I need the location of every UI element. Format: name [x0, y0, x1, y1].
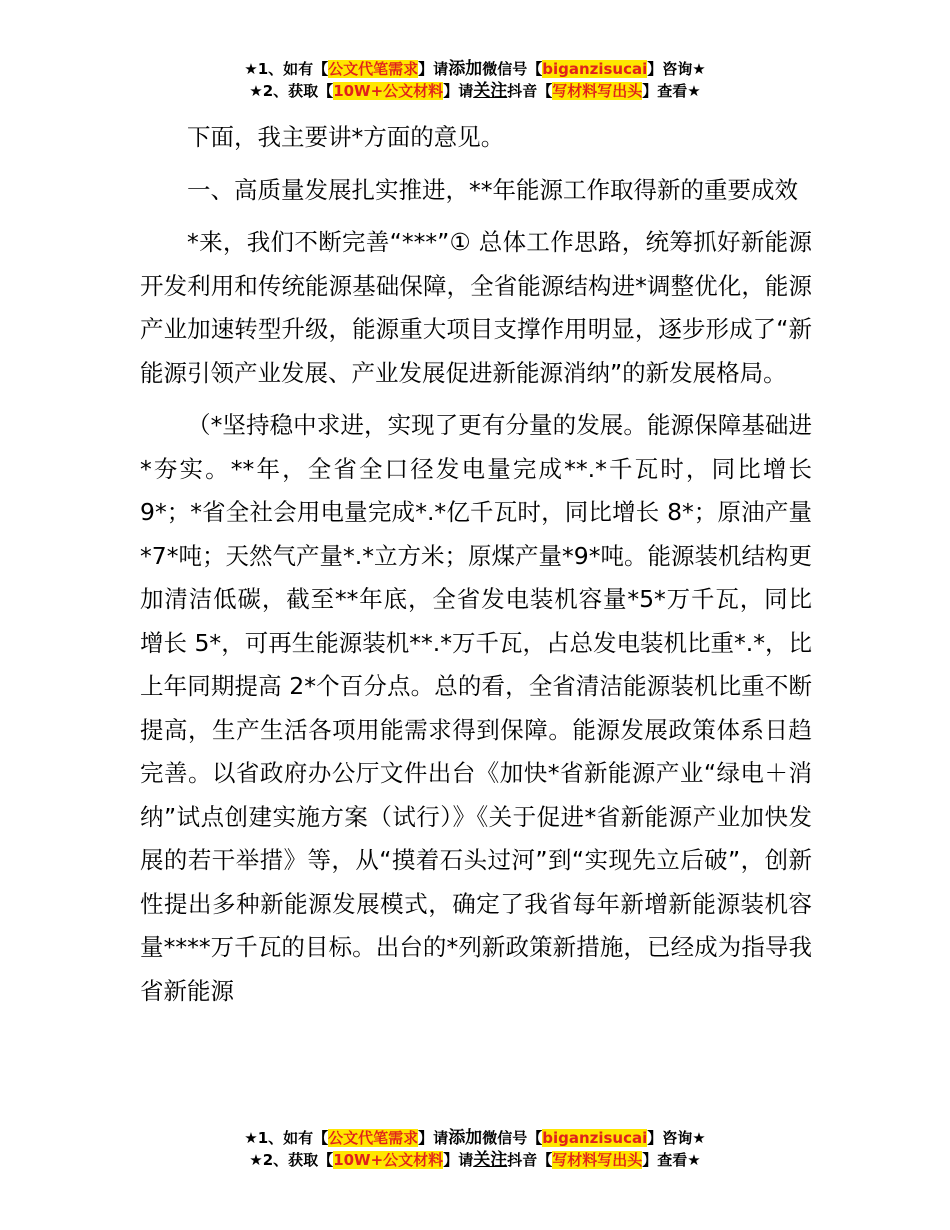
promo-text: 】咨询★	[647, 60, 706, 78]
promo-wechat-id: biganzisucai	[542, 60, 648, 78]
promo-highlight: 10W+公文材料	[333, 1151, 444, 1169]
promo-text: 抖音【	[507, 82, 553, 100]
promo-text: 】咨询★	[647, 1129, 706, 1147]
promo-line-1	[0, 58, 950, 80]
promo-text: 】请	[443, 1151, 474, 1169]
section-heading: 一、高质量发展扎实推进，**年能源工作取得新的重要成效	[187, 175, 798, 204]
promo-text: 关注	[473, 1150, 508, 1170]
promo-wechat-id: biganzisucai	[542, 1129, 648, 1147]
header-promo-banner	[0, 58, 950, 102]
promo-text: 添加	[448, 59, 483, 79]
promo-text: 】请	[443, 82, 474, 100]
promo-highlight: 公文代笔需求	[328, 1129, 419, 1147]
promo-highlight: 公文代笔需求	[328, 60, 419, 78]
promo-line-2	[0, 80, 950, 102]
promo-line-2	[0, 1149, 950, 1171]
promo-text: ★2、获取【	[249, 82, 334, 100]
promo-text: 抖音【	[507, 1151, 553, 1169]
promo-line-1	[0, 1127, 950, 1149]
promo-text: 添加	[448, 1128, 483, 1148]
promo-text: 】查看★	[642, 1151, 701, 1169]
promo-text: 微信号【	[482, 60, 543, 78]
footer-promo-banner	[0, 1127, 950, 1171]
paragraph: （*坚持稳中求进，实现了更有分量的发展。能源保障基础进*夯实。**年，全省全口径发电量完成**.*千瓦时，同比增长 9*；*省全社会用电量完成*.*亿千瓦时，同比增长 8*；原油产量*7*吨；天然气产量*.*立方米；原煤产量*9*吨。能源装机结构更加清洁低碳，截至**年底，全省发电装机容量*5*万千瓦，同比增长 5*，可再生能源装机**.*万千瓦，占总发电装机比重*.*，比上年同期提高 2*个百分点。总的看，全省清洁能源装机比重不断提高，生产生活各项用能需求得到保障。能源发展政策体系日趋完善。以省政府办公厅文件出台《加快*省新能源产业“绿电＋消纳”试点创建实施方案（试行）》《关于促进*省新能源产业加快发展的若干举措》等，从“摸着石头过河”到“实现先立后破”，创新性提出多种新能源发展模式，确定了我省每年新增新能源装机容量****万千瓦的目标。出台的*列新政策新措施，已经成为指导我省新能源	[140, 411, 812, 1005]
promo-text: ★1、如有【	[244, 60, 329, 78]
document-body	[140, 116, 812, 1022]
promo-text: ★1、如有【	[244, 1129, 329, 1147]
promo-text: 】请	[418, 60, 449, 78]
paragraph-intro: 下面，我主要讲*方面的意见。	[187, 123, 505, 151]
promo-highlight: 10W+公文材料	[333, 82, 444, 100]
promo-text: 】查看★	[642, 82, 701, 100]
promo-text: 微信号【	[482, 1129, 543, 1147]
paragraph: *来，我们不断完善“***”① 总体工作思路，统筹抓好新能源开发利用和传统能源基础保障，全省能源结构进*调整优化，能源产业加速转型升级，能源重大项目支撑作用明显，逐步形成了“新能源引领产业发展、产业发展促进新能源消纳”的新发展格局。	[140, 228, 812, 387]
promo-douyin-id: 写材料写出头	[552, 1151, 643, 1169]
promo-text: ★2、获取【	[249, 1151, 334, 1169]
promo-text: 关注	[473, 81, 508, 101]
promo-text: 】请	[418, 1129, 449, 1147]
promo-douyin-id: 写材料写出头	[552, 82, 643, 100]
